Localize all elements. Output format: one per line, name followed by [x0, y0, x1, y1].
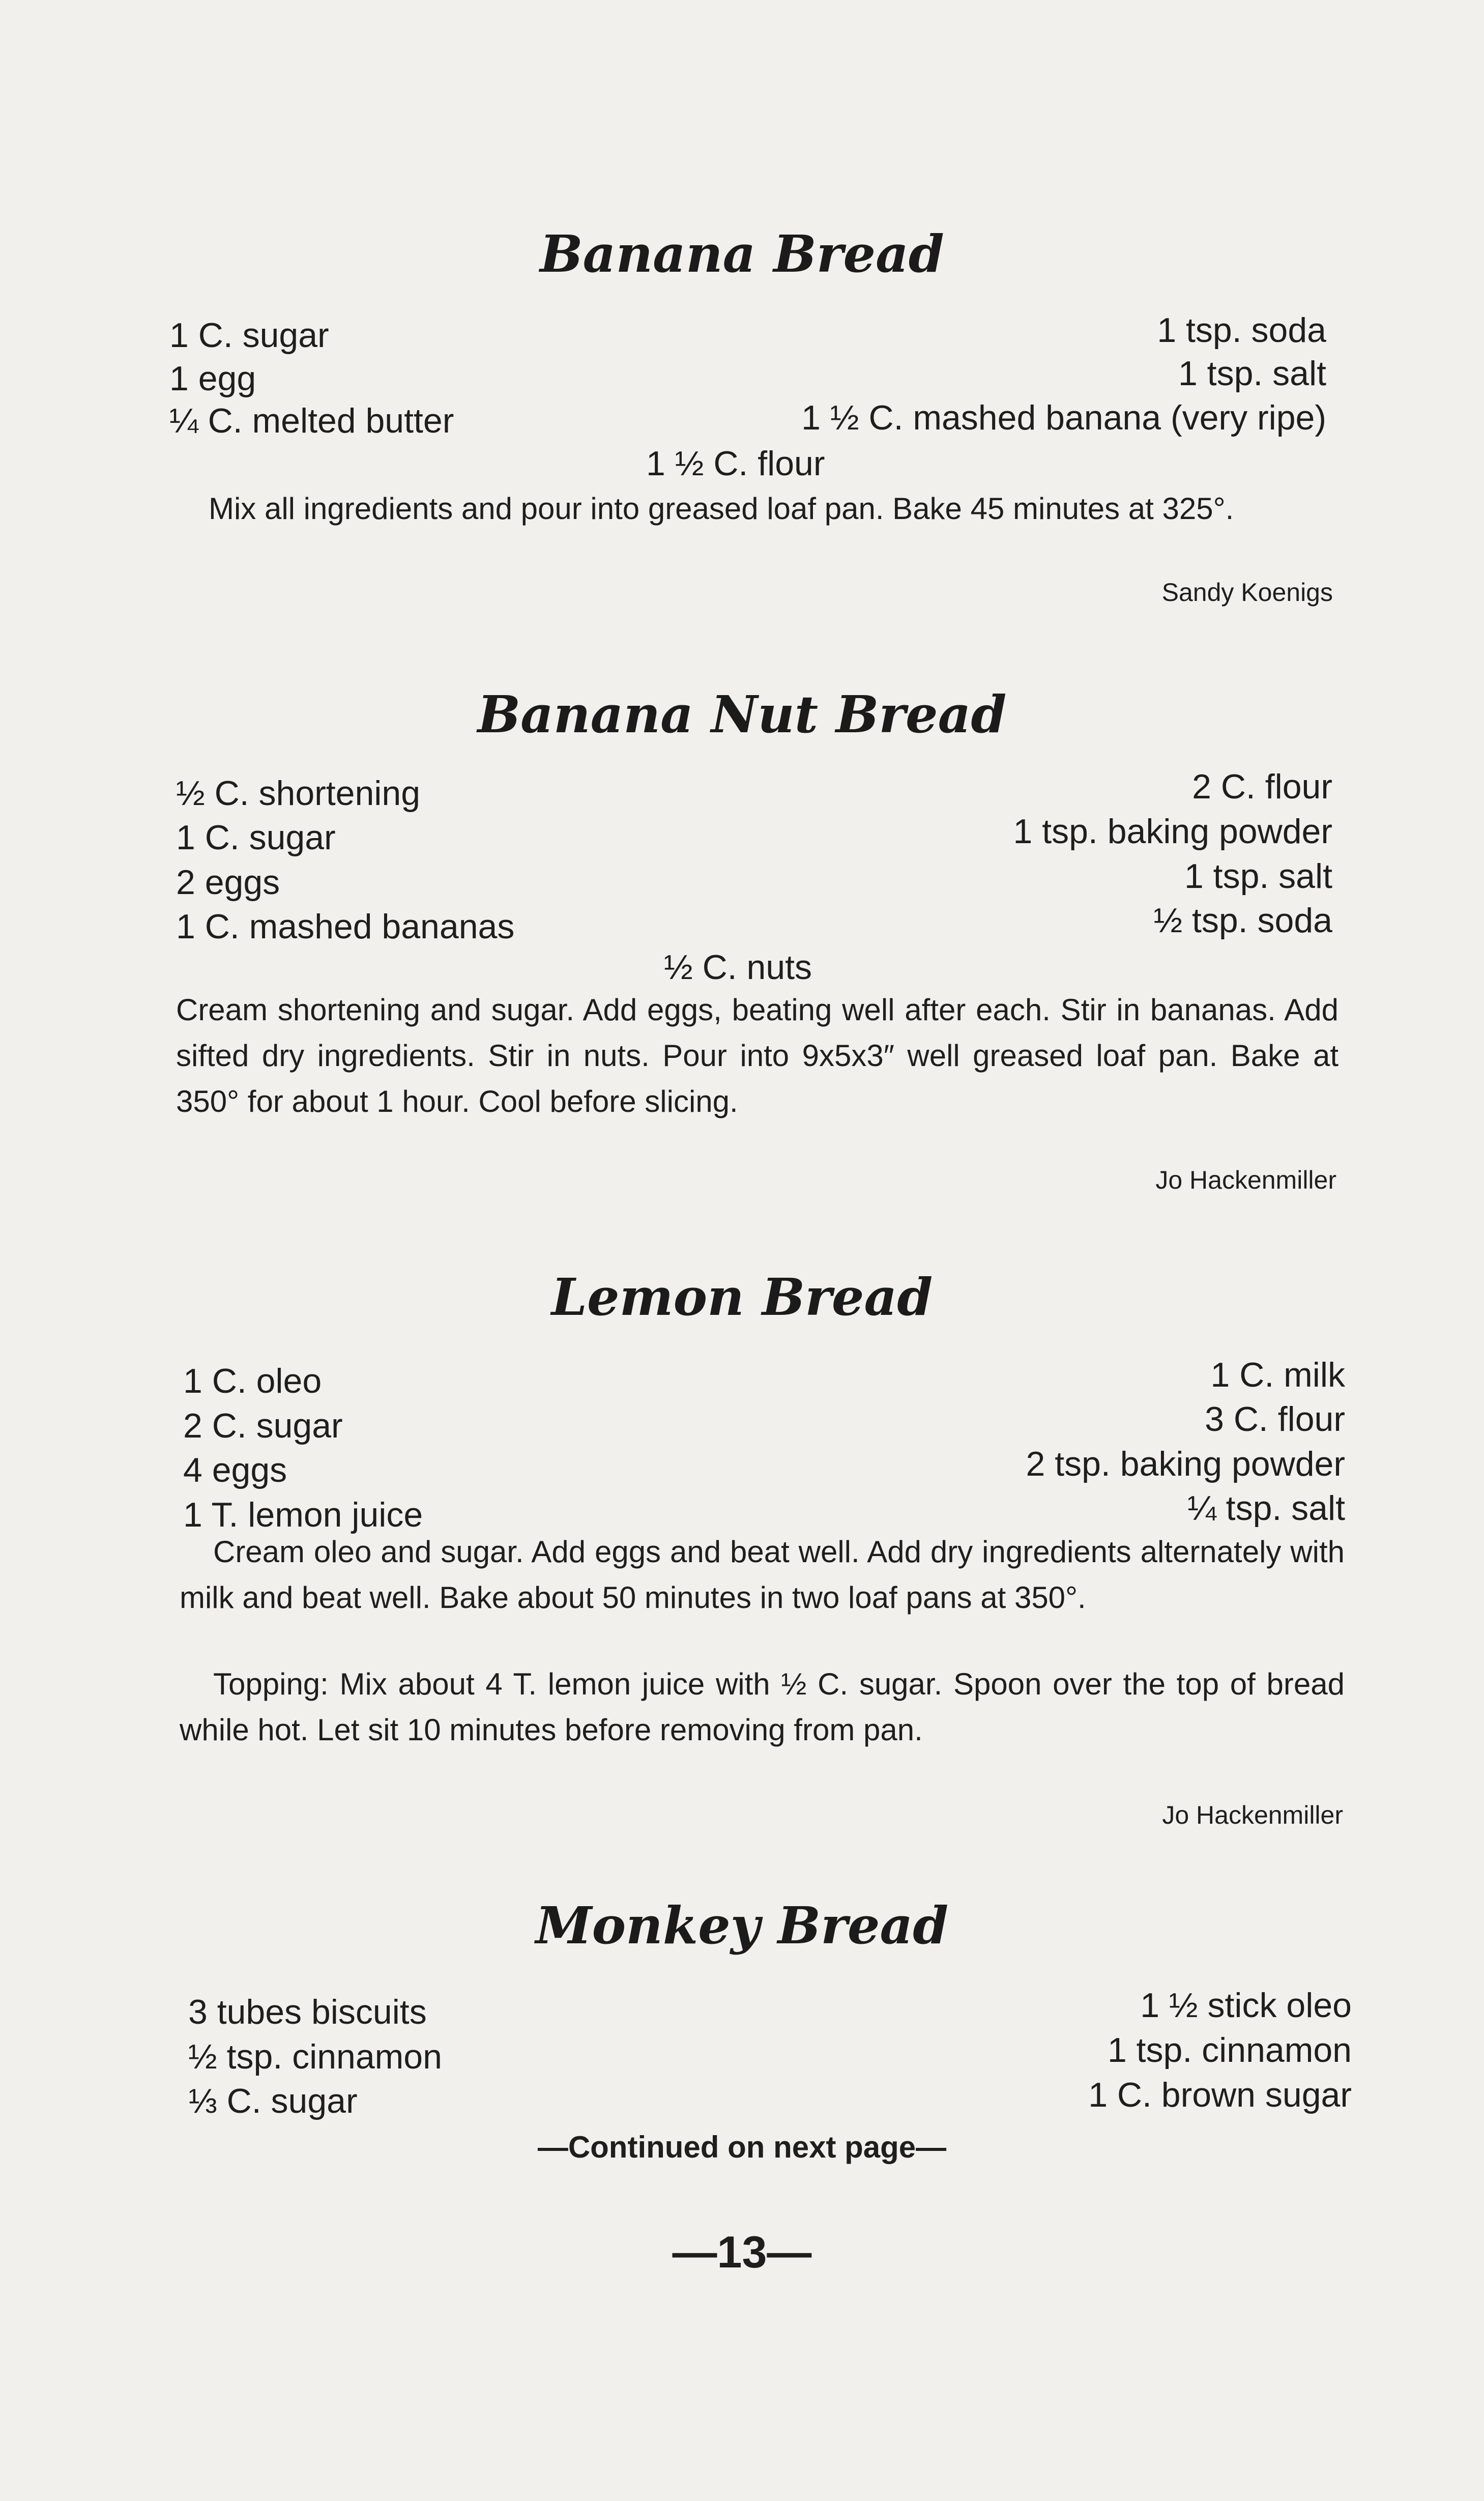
- recipe-title-banana-bread: Banana Bread: [540, 224, 944, 284]
- ingredient-right: 2 tsp. baking powder: [1026, 1445, 1345, 1483]
- ingredient-left: 1 C. oleo: [183, 1362, 322, 1400]
- ingredient-right: 1 tsp. cinnamon: [1107, 2031, 1352, 2069]
- ingredient-right: 1 ½ stick oleo: [1140, 1986, 1352, 2025]
- ingredient-right: 1 C. milk: [1210, 1356, 1345, 1394]
- ingredient-left: 1 egg: [169, 359, 256, 398]
- ingredient-right: 3 C. flour: [1205, 1400, 1345, 1439]
- recipe-instructions: Cream shortening and sugar. Add eggs, beating well after each. Stir in bananas. Add sifted dry ingredients. Stir in nuts. Pour into 9x5x3″ well greased loaf pan. Bake at 350° for about 1 hour. Cool before slicing.: [176, 993, 1338, 1118]
- ingredient-left: 1 T. lemon juice: [183, 1496, 423, 1534]
- recipe-title-lemon-bread: Lemon Bread: [551, 1267, 933, 1327]
- recipe-author: Jo Hackenmiller: [1155, 1166, 1336, 1194]
- ingredient-right: 1 C. brown sugar: [1088, 2076, 1352, 2114]
- ingredient-left: ⅓ C. sugar: [188, 2082, 358, 2120]
- recipe-author: Jo Hackenmiller: [1162, 1801, 1343, 1829]
- ingredient-left: ½ C. shortening: [176, 774, 421, 813]
- ingredient-left: 2 eggs: [176, 863, 280, 902]
- ingredient-left: ½ tsp. cinnamon: [188, 2037, 442, 2076]
- ingredient-right: 1 tsp. salt: [1178, 354, 1326, 393]
- ingredient-right: ¼ tsp. salt: [1187, 1489, 1345, 1528]
- ingredient-right: ½ tsp. soda: [1153, 901, 1332, 940]
- ingredient-center: 1 ½ C. flour: [646, 444, 825, 483]
- recipe-author: Sandy Koenigs: [1161, 578, 1333, 607]
- ingredient-left: ¼ C. melted butter: [169, 401, 454, 440]
- ingredient-left: 1 C. sugar: [176, 818, 336, 857]
- ingredient-left: 1 C. mashed bananas: [176, 907, 515, 946]
- recipe-topping: Topping: Mix about 4 T. lemon juice with ½ C. sugar. Spoon over the top of bread while hot. Let sit 10 minutes before removing from pan.: [180, 1667, 1345, 1747]
- ingredient-right: 2 C. flour: [1192, 767, 1332, 806]
- recipe-instructions: Mix all ingredients and pour into greased loaf pan. Bake 45 minutes at 325°.: [209, 492, 1234, 526]
- ingredient-right: 1 tsp. baking powder: [1013, 812, 1332, 851]
- recipe-instructions: Cream oleo and sugar. Add eggs and beat well. Add dry ingredients alternately with milk and beat well. Bake about 50 minutes in two loaf pans at 350°.: [180, 1535, 1345, 1615]
- ingredient-right: 1 tsp. soda: [1157, 311, 1326, 350]
- recipe-title-monkey-bread: Monkey Bread: [535, 1895, 949, 1956]
- ingredient-right: 1 ½ C. mashed banana (very ripe): [801, 398, 1326, 437]
- recipe-title-banana-nut-bread: Banana Nut Bread: [477, 684, 1007, 744]
- ingredient-center: ½ C. nuts: [664, 948, 812, 987]
- ingredient-right: 1 tsp. salt: [1184, 857, 1332, 896]
- ingredient-left: 4 eggs: [183, 1451, 287, 1489]
- ingredient-left: 1 C. sugar: [169, 316, 329, 355]
- ingredient-left: 3 tubes biscuits: [188, 1993, 427, 2031]
- ingredient-left: 2 C. sugar: [183, 1406, 343, 1445]
- continued-note: —Continued on next page—: [537, 2130, 947, 2164]
- page-number: —13—: [672, 2227, 812, 2277]
